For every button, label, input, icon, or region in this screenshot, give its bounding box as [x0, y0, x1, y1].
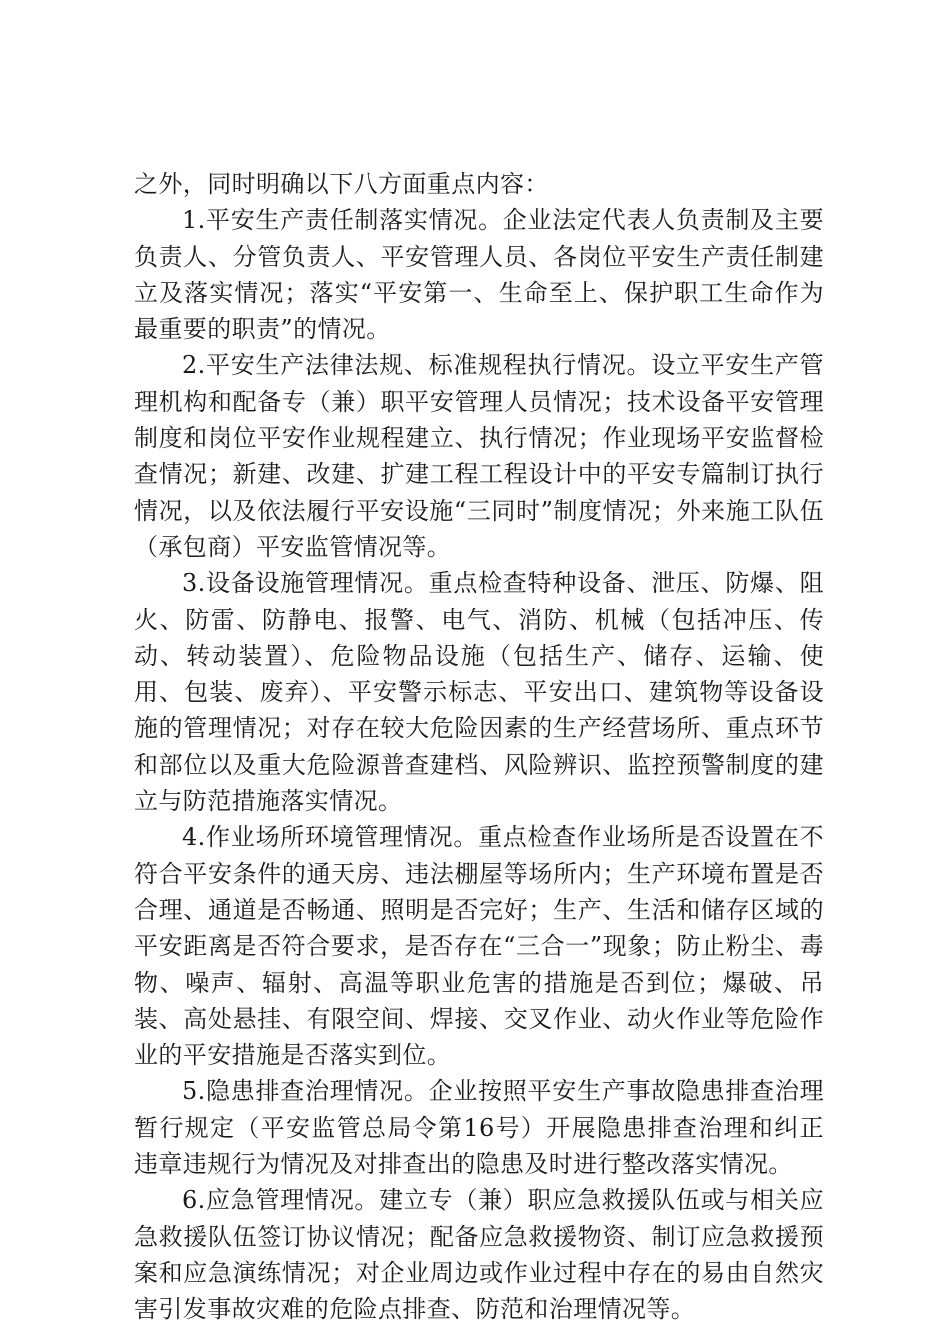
paragraph-item-2: 2.平安生产法律法规、标准规程执行情况。设立平安生产管理机构和配备专（兼）职平安管理人员情况；技术设备平安管理制度和岗位平安作业规程建立、执行情况；作业现场平安监督检查情况；新建、改建、扩建工程工程设计中的平安专篇制订执行情况，以及依法履行平安设施“三同时”制度情况；外来施工队伍（承包商）平安监管情况等。 — [134, 351, 824, 561]
paragraph-item-1: 1.平安生产责任制落实情况。企业法定代表人负责制及主要负责人、分管负责人、平安管理人员、各岗位平安生产责任制建立及落实情况；落实“平安第一、生命至上、保护职工生命作为最重要的职责”的情况。 — [134, 206, 824, 344]
paragraph-item-5: 5.隐患排查治理情况。企业按照平安生产事故隐患排查治理暂行规定（平安监管总局令第16号）开展隐患排查治理和纠正违章违规行为情况及对排查出的隐患及时进行整改落实情况。 — [134, 1077, 824, 1179]
paragraph-item-6: 6.应急管理情况。建立专（兼）职应急救援队伍或与相关应急救援队伍签订协议情况；配备应急救援物资、制订应急救援预案和应急演练情况；对企业周边或作业过程中存在的易由自然灾害引发事故灾难的危险点排查、防范和治理情况等。 — [134, 1186, 824, 1324]
document-body — [134, 166, 824, 1328]
paragraph-continuation: 之外，同时明确以下八方面重点内容： — [134, 170, 549, 198]
paragraph-item-4: 4.作业场所环境管理情况。重点检查作业场所是否设置在不符合平安条件的通天房、违法棚屋等场所内；生产环境布置是否合理、通道是否畅通、照明是否完好；生产、生活和储存区域的平安距离是否符合要求，是否存在“三合一”现象；防止粉尘、毒物、噪声、辐射、高温等职业危害的措施是否到位；爆破、吊装、高处悬挂、有限空间、焊接、交叉作业、动火作业等危险作业的平安措施是否落实到位。 — [134, 823, 824, 1070]
paragraph-item-3: 3.设备设施管理情况。重点检查特种设备、泄压、防爆、阻火、防雷、防静电、报警、电气、消防、机械（包括冲压、传动、转动装置）、危险物品设施（包括生产、储存、运输、使用、包装、废弃）、平安警示标志、平安出口、建筑物等设备设施的管理情况；对存在较大危险因素的生产经营场所、重点环节和部位以及重大危险源普查建档、风险辨识、监控预警制度的建立与防范措施落实情况。 — [134, 569, 824, 816]
